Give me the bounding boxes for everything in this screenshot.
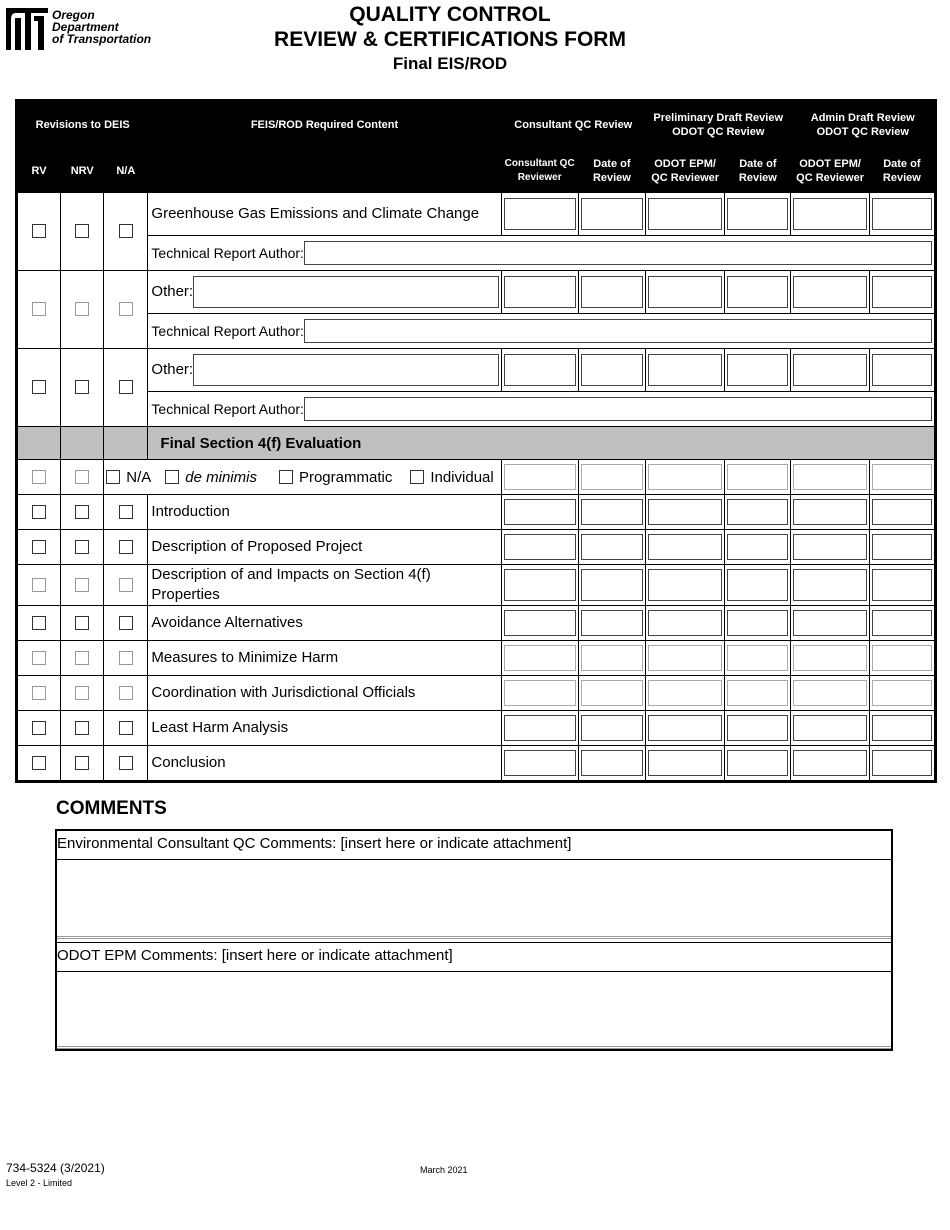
option-deminimis-label: de minimis [185, 468, 257, 486]
epm-reviewer-field[interactable] [648, 610, 722, 636]
na-checkbox[interactable] [119, 686, 133, 700]
date-field[interactable] [727, 499, 788, 525]
consultant-header: Consultant QC Review [501, 101, 645, 149]
table-row [17, 349, 936, 392]
item-label: Coordination with Jurisdictional Officials [148, 676, 501, 711]
odot-comments-field[interactable] [57, 972, 891, 1049]
nrv-checkbox[interactable] [75, 470, 89, 484]
date-field[interactable] [727, 750, 788, 776]
nrv-checkbox[interactable] [75, 651, 89, 665]
org-line-3: of Transportation [52, 32, 152, 46]
epm-header: ODOT EPM/ QC Reviewer [646, 149, 725, 193]
epm-reviewer-field[interactable] [648, 750, 722, 776]
consultant-reviewer-field[interactable] [504, 464, 576, 490]
na-checkbox[interactable] [119, 756, 133, 770]
date-field[interactable] [872, 750, 932, 776]
rv-checkbox[interactable] [32, 302, 46, 316]
date-field[interactable] [581, 715, 643, 741]
form-number: 734-5324 (3/2021) [6, 1161, 105, 1175]
consultant-comments-label: Environmental Consultant QC Comments: [insert here or indicate attachment] [57, 831, 891, 860]
nrv-checkbox[interactable] [75, 686, 89, 700]
date-field[interactable] [727, 276, 788, 308]
option-programmatic-label: Programmatic [298, 468, 393, 486]
author-field[interactable] [304, 319, 932, 343]
date-field[interactable] [872, 610, 932, 636]
date-field[interactable] [581, 464, 643, 490]
option-individual-checkbox[interactable] [410, 470, 424, 484]
epm-reviewer-field[interactable] [793, 715, 866, 741]
table-row [17, 392, 936, 427]
epm-reviewer-field[interactable] [793, 499, 866, 525]
date-field[interactable] [581, 610, 643, 636]
rv-checkbox[interactable] [32, 224, 46, 238]
na-checkbox[interactable] [119, 651, 133, 665]
table-row [17, 236, 936, 271]
form-title-line-2: REVIEW & CERTIFICATIONS FORM [274, 28, 626, 51]
review-table [15, 99, 937, 783]
date-field[interactable] [727, 198, 788, 230]
epm-reviewer-field[interactable] [793, 464, 866, 490]
nrv-header: NRV [61, 149, 104, 193]
option-deminimis-checkbox[interactable] [165, 470, 179, 484]
date-field[interactable] [872, 569, 932, 601]
form-title-line-3: Final EIS/ROD [392, 54, 508, 73]
item-label: Avoidance Alternatives [148, 606, 501, 641]
consultant-reviewer-field[interactable] [504, 534, 576, 560]
content-header: FEIS/ROD Required Content [148, 101, 501, 149]
epm-reviewer-field[interactable] [648, 569, 722, 601]
date-field[interactable] [727, 645, 788, 671]
nrv-checkbox[interactable] [75, 505, 89, 519]
rv-checkbox[interactable] [32, 505, 46, 519]
rv-checkbox[interactable] [32, 540, 46, 554]
na-checkbox[interactable] [119, 505, 133, 519]
epm-reviewer-field[interactable] [648, 645, 722, 671]
revisions-header: Revisions to DEIS [17, 101, 148, 149]
nrv-checkbox[interactable] [75, 721, 89, 735]
date-field[interactable] [581, 645, 643, 671]
org-line-1: Oregon [52, 8, 95, 22]
author-field[interactable] [304, 241, 932, 265]
comments-box [55, 829, 893, 1051]
date-field[interactable] [872, 534, 932, 560]
date-header: Date of Review [869, 149, 935, 193]
consultant-reviewer-field[interactable] [504, 499, 576, 525]
option-programmatic-checkbox[interactable] [279, 470, 293, 484]
date-header: Date of Review [725, 149, 791, 193]
date-field[interactable] [872, 464, 932, 490]
epm-reviewer-field[interactable] [648, 715, 722, 741]
date-field[interactable] [727, 534, 788, 560]
consultant-reviewer-field[interactable] [504, 276, 576, 308]
section-header-row [17, 427, 936, 460]
date-field[interactable] [727, 354, 788, 386]
date-field[interactable] [581, 276, 643, 308]
other-label: Other: [151, 283, 194, 300]
date-field[interactable] [581, 499, 643, 525]
nrv-checkbox[interactable] [75, 616, 89, 630]
epm-reviewer-field[interactable] [793, 534, 866, 560]
rv-checkbox[interactable] [32, 380, 46, 394]
rv-checkbox[interactable] [32, 616, 46, 630]
form-title-line-1: QUALITY CONTROL [349, 3, 551, 26]
option-na-label: N/A [126, 468, 152, 486]
item-label: Greenhouse Gas Emissions and Climate Change [148, 193, 501, 236]
epm-header: ODOT EPM/ QC Reviewer [791, 149, 869, 193]
table-row [17, 495, 936, 530]
table-row [17, 314, 936, 349]
nrv-checkbox[interactable] [75, 380, 89, 394]
date-field[interactable] [872, 198, 932, 230]
epm-reviewer-field[interactable] [793, 750, 866, 776]
item-label: Least Harm Analysis [148, 711, 501, 746]
epm-reviewer-field[interactable] [793, 354, 866, 386]
item-label: Description of Proposed Project [148, 530, 501, 565]
author-label: Technical Report Author: [151, 323, 304, 339]
org-line-2: Department [52, 20, 119, 34]
rv-header: RV [17, 149, 61, 193]
date-field[interactable] [872, 499, 932, 525]
na-checkbox[interactable] [119, 380, 133, 394]
nrv-checkbox[interactable] [75, 540, 89, 554]
date-field[interactable] [581, 750, 643, 776]
consultant-reviewer-field[interactable] [504, 569, 576, 601]
table-row [17, 460, 936, 495]
other-label: Other: [151, 361, 194, 378]
table-row [17, 606, 936, 641]
rv-checkbox[interactable] [32, 470, 46, 484]
date-field[interactable] [872, 276, 932, 308]
epm-reviewer-field[interactable] [648, 354, 722, 386]
na-checkbox[interactable] [119, 302, 133, 316]
author-label: Technical Report Author: [151, 401, 304, 417]
content-subheader [148, 149, 501, 193]
nrv-checkbox[interactable] [75, 578, 89, 592]
table-row [17, 565, 936, 606]
item-label: Measures to Minimize Harm [148, 641, 501, 676]
epm-reviewer-field[interactable] [648, 464, 722, 490]
table-row [17, 271, 936, 314]
date-field[interactable] [727, 464, 788, 490]
consultant-reviewer-field[interactable] [504, 715, 576, 741]
consultant-reviewer-field[interactable] [504, 645, 576, 671]
date-field[interactable] [581, 534, 643, 560]
epm-reviewer-field[interactable] [648, 534, 722, 560]
rv-checkbox[interactable] [32, 721, 46, 735]
epm-reviewer-field[interactable] [648, 198, 722, 230]
na-checkbox[interactable] [119, 224, 133, 238]
date-field[interactable] [727, 610, 788, 636]
comments-heading: COMMENTS [56, 798, 167, 819]
table-row [17, 530, 936, 565]
rv-checkbox[interactable] [32, 686, 46, 700]
epm-reviewer-field[interactable] [793, 680, 866, 706]
na-checkbox[interactable] [119, 578, 133, 592]
rv-checkbox[interactable] [32, 578, 46, 592]
date-field[interactable] [727, 715, 788, 741]
nrv-checkbox[interactable] [75, 756, 89, 770]
date-field[interactable] [581, 354, 643, 386]
option-na-checkbox[interactable] [106, 470, 120, 484]
na-header: N/A [104, 149, 148, 193]
other-field[interactable] [193, 276, 498, 308]
prelim-header: Preliminary Draft Review ODOT QC Review [646, 101, 791, 149]
epm-reviewer-field[interactable] [793, 645, 866, 671]
revision-date: March 2021 [420, 1165, 468, 1175]
table-row [17, 193, 936, 236]
author-label: Technical Report Author: [151, 245, 304, 261]
epm-reviewer-field[interactable] [793, 276, 866, 308]
nrv-checkbox[interactable] [75, 302, 89, 316]
date-field[interactable] [581, 569, 643, 601]
na-checkbox[interactable] [119, 721, 133, 735]
table-row [17, 676, 936, 711]
level-label: Level 2 - Limited [6, 1178, 73, 1188]
epm-reviewer-field[interactable] [648, 499, 722, 525]
epm-reviewer-field[interactable] [793, 610, 866, 636]
item-label: Description of and Impacts on Section 4(f) Properties [148, 565, 501, 606]
admin-header: Admin Draft Review ODOT QC Review [791, 101, 936, 149]
consultant-reviewer-header: Consultant QC Reviewer [501, 149, 578, 193]
nrv-checkbox[interactable] [75, 224, 89, 238]
na-checkbox[interactable] [119, 540, 133, 554]
date-field[interactable] [581, 198, 643, 230]
epm-reviewer-field[interactable] [793, 198, 866, 230]
date-field[interactable] [872, 645, 932, 671]
date-field[interactable] [872, 715, 932, 741]
date-field[interactable] [727, 569, 788, 601]
consultant-comments-field[interactable] [57, 860, 891, 939]
epm-reviewer-field[interactable] [648, 680, 722, 706]
table-row [17, 746, 936, 782]
consultant-reviewer-field[interactable] [504, 198, 576, 230]
rv-checkbox[interactable] [32, 756, 46, 770]
item-label: Conclusion [148, 746, 501, 782]
author-field[interactable] [304, 397, 932, 421]
consultant-reviewer-field[interactable] [504, 354, 576, 386]
epm-reviewer-field[interactable] [648, 276, 722, 308]
date-field[interactable] [872, 354, 932, 386]
consultant-reviewer-field[interactable] [504, 750, 576, 776]
odot-comments-label: ODOT EPM Comments: [insert here or indicate attachment] [57, 942, 891, 972]
section-title: Final Section 4(f) Evaluation [148, 427, 936, 460]
item-label: Introduction [148, 495, 501, 530]
other-field[interactable] [193, 354, 498, 386]
option-individual-label: Individual [430, 468, 494, 486]
table-row [17, 641, 936, 676]
consultant-reviewer-field[interactable] [504, 680, 576, 706]
rv-checkbox[interactable] [32, 651, 46, 665]
date-field[interactable] [872, 680, 932, 706]
epm-reviewer-field[interactable] [793, 569, 866, 601]
date-header: Date of Review [578, 149, 645, 193]
na-checkbox[interactable] [119, 616, 133, 630]
consultant-reviewer-field[interactable] [504, 610, 576, 636]
date-field[interactable] [581, 680, 643, 706]
date-field[interactable] [727, 680, 788, 706]
table-row [17, 711, 936, 746]
